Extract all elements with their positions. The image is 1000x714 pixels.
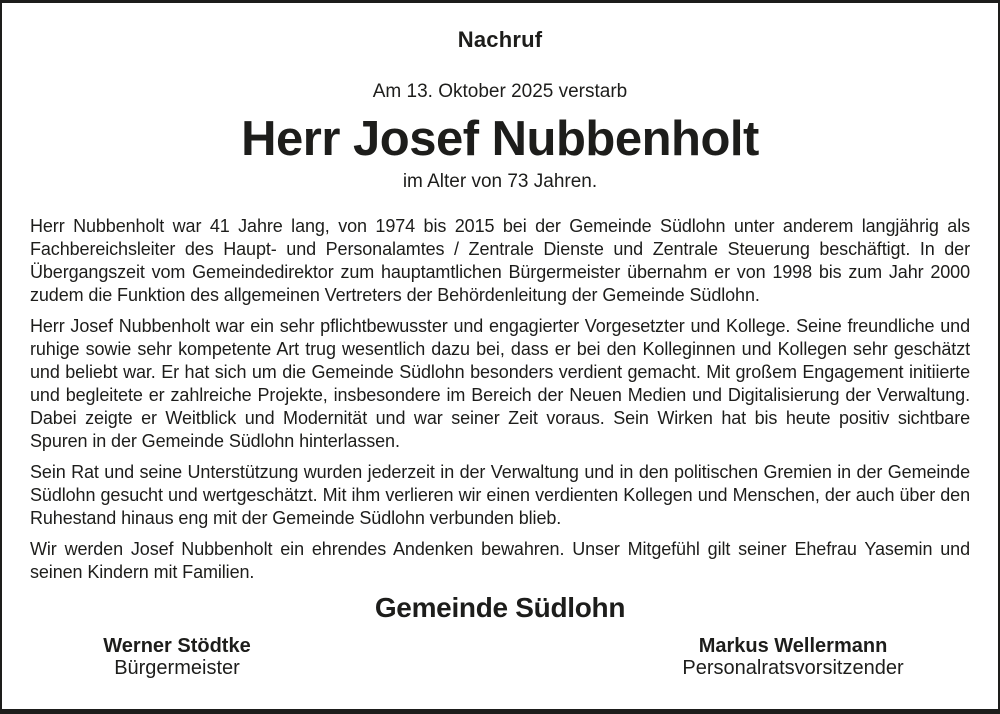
- organization-name: Gemeinde Südlohn: [374, 592, 626, 623]
- body-paragraph: Herr Nubbenholt war 41 Jahre lang, von 1974 bis 2015 bei der Gemeinde Südlohn unter anderem langjährig als Fachbereichsleiter des Haupt- und Personalamtes / Zentrale Dienste und Zentrale Steuerung beschäftigt. In der Übergangszeit vom Gemeindedirektor zum hauptamtlichen Bürgermeister übernahm er von 1998 bis zum Jahr 2000 zudem die Funktion des allgemeinen Vertreters der Behördenleitung der Gemeinde Südlohn.: [30, 216, 970, 305]
- body-paragraph: Wir werden Josef Nubbenholt ein ehrendes Andenken bewahren. Unser Mitgefühl gilt seiner Ehefrau Yasemin und seinen Kindern mit Familien.: [30, 539, 970, 582]
- signer-title: Personalratsvorsitzender: [682, 657, 904, 679]
- body-paragraph: Herr Josef Nubbenholt war ein sehr pflichtbewusster und engagierter Vorgesetzter und Kollege. Seine freundliche und ruhige sowie sehr kompetente Art trug wesentlich dazu bei, dass er bei den Kolleginnen und Kollegen sehr geschätzt und beliebt war. Er hat sich um die Gemeinde Südlohn besonders verdient gemacht. Mit großem Engagement initiierte und begleitete er zahlreiche Projekte, insbesondere im Bereich der Neuen Medien und Digitalisierung der Verwaltung. Dabei zeigte er Weitblick und Modernität und war seiner Zeit voraus. Sein Wirken hat bis heute positiv sichtbare Spuren in der Gemeinde Südlohn hinterlassen.: [30, 316, 970, 451]
- signature-row: [2, 635, 998, 679]
- signature-block-staff-council: [638, 635, 948, 679]
- body-paragraph: Sein Rat und seine Unterstützung wurden jederzeit in der Verwaltung und in den politischen Gremien in der Gemeinde Südlohn gesucht und wertgeschätzt. Mit ihm verlieren wir einen verdienten Kollegen und Menschen, der auch über den Ruhestand hinaus eng mit der Gemeinde Südlohn verbunden blieb.: [30, 462, 970, 528]
- signer-title: Bürgermeister: [114, 657, 240, 679]
- age-line: im Alter von 73 Jahren.: [402, 171, 598, 192]
- signature-block-mayor: [42, 635, 312, 679]
- deceased-name: Herr Josef Nubbenholt: [241, 112, 759, 166]
- notice-body: [2, 215, 998, 584]
- notice-kicker: Nachruf: [457, 27, 543, 52]
- signer-name: Werner Stödtke: [103, 635, 251, 657]
- signer-name: Markus Wellermann: [698, 635, 888, 657]
- death-date-line: Am 13. Oktober 2025 verstarb: [372, 81, 628, 102]
